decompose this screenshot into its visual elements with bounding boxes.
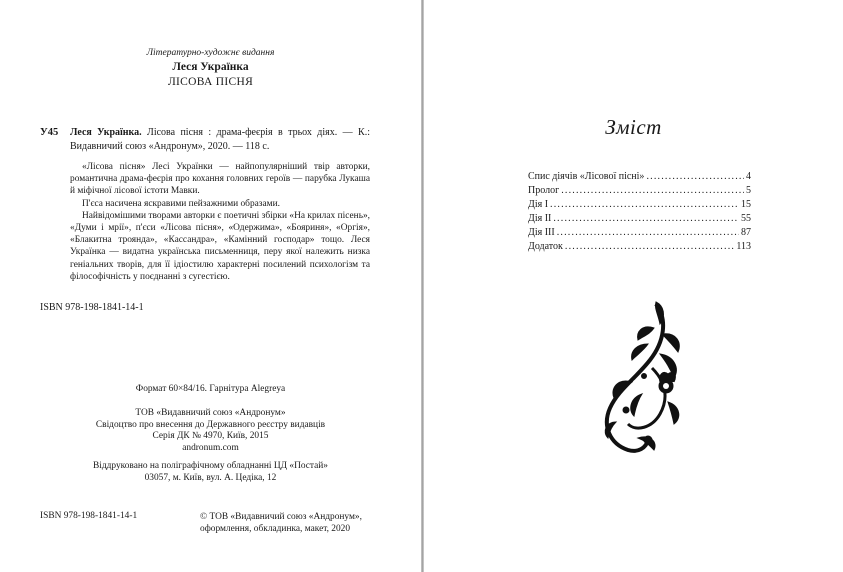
toc-entry-page: 5 <box>746 185 751 196</box>
toc-leader-dots <box>561 184 744 198</box>
toc-leader-dots <box>557 226 739 240</box>
floral-swirl-ornament-icon <box>598 298 688 458</box>
right-page-contents <box>424 0 843 572</box>
format-line: Формат 60×84/16. Гарнітура Alegreya <box>135 384 286 394</box>
annotation-paragraph: Найвідомішими творами авторки є поетичні збірки «На крилах пісень», «Думи і мрії», п'єси «Лісова пісня», «Одержима», «Бояриня», «Оргія», «Блакитна троянда», «Кассандра», «Камінний господар» тощо. Леся Українка — видатна українська письменниця, перу якої належить низка геніальних творів, для її ідіостилю характерні посилений психологізм та філософічність у поєднанні з сугестією. <box>70 210 370 282</box>
printing-line: 03057, м. Київ, вул. А. Цедіка, 12 <box>144 472 277 483</box>
toc-title: Зміст <box>605 115 662 139</box>
annotation-paragraph: П'єса насичена яскравими пейзажними образами. <box>82 198 280 209</box>
printing-line: Віддруковано на поліграфічному обладнанні ЦД «Постай» <box>92 461 328 471</box>
toc-entry-page: 4 <box>746 171 751 182</box>
toc-entry[interactable] <box>528 240 751 254</box>
copyright-line: © ТОВ «Видавничий союз «Андронум», <box>200 512 362 522</box>
toc-entry-page: 15 <box>741 199 751 210</box>
publisher-line: Серія ДК № 4970, Київ, 2015 <box>152 431 269 441</box>
biblio-author: Леся Українка. <box>70 127 142 138</box>
toc-entry-label: Додаток <box>528 241 563 252</box>
toc-entry-label: Спис діячів «Лісової пісні» <box>528 171 645 182</box>
toc-entry-label: Пролог <box>528 185 560 196</box>
annotation <box>70 161 370 283</box>
bibliographic-record <box>70 126 370 154</box>
imprint-header <box>0 46 421 90</box>
toc-entry-page: 55 <box>741 213 751 224</box>
genre-label: Літературно-художнє видання <box>146 48 275 58</box>
toc-entry[interactable] <box>528 170 751 184</box>
publisher-info <box>0 408 421 454</box>
toc-leader-dots <box>565 240 734 254</box>
left-page-imprint <box>0 0 421 572</box>
copyright-notice <box>200 511 362 535</box>
publisher-website: andronum.com <box>182 442 239 453</box>
printing-info <box>0 461 421 484</box>
author-name: Леся Українка <box>172 61 249 73</box>
isbn: ISBN 978-198-1841-14-1 <box>40 302 144 313</box>
toc-entry[interactable] <box>528 212 751 226</box>
toc-entry-page: 113 <box>736 241 751 252</box>
toc-entry[interactable] <box>528 184 751 198</box>
toc-entry-label: Дія ІІІ <box>528 227 555 238</box>
toc-leader-dots <box>646 170 744 184</box>
toc-entry[interactable] <box>528 198 751 212</box>
toc-entry-label: Дія І <box>528 199 549 210</box>
toc-leader-dots <box>550 198 739 212</box>
annotation-paragraph: «Лісова пісня» Лесі Українки — найпопулярніший твір авторки, романтична драма-феєрія про кохання головних героїв — парубка Лукаша й міфічної лісової істоти Мавки. <box>70 162 370 197</box>
isbn-bottom: ISBN 978-198-1841-14-1 <box>40 511 138 521</box>
table-of-contents <box>528 170 751 254</box>
toc-entry[interactable] <box>528 226 751 240</box>
biblio-text: Лісова пісня : драма-феєрія в трьох діях. — К.: Видавничий союз «Андронум», 2020. — 118 с. <box>70 127 370 152</box>
toc-entry-label: Дія ІІ <box>528 213 552 224</box>
udk-code: У45 <box>40 127 59 138</box>
toc-leader-dots <box>553 212 739 226</box>
copyright-line: оформлення, обкладинка, макет, 2020 <box>200 524 351 534</box>
toc-entry-page: 87 <box>741 227 751 238</box>
publisher-line: ТОВ «Видавничий союз «Андронум» <box>135 408 286 418</box>
book-title: ЛІСОВА ПІСНЯ <box>167 76 254 88</box>
publisher-line: Свідоцтво про внесення до Державного реєстру видавців <box>95 419 326 430</box>
